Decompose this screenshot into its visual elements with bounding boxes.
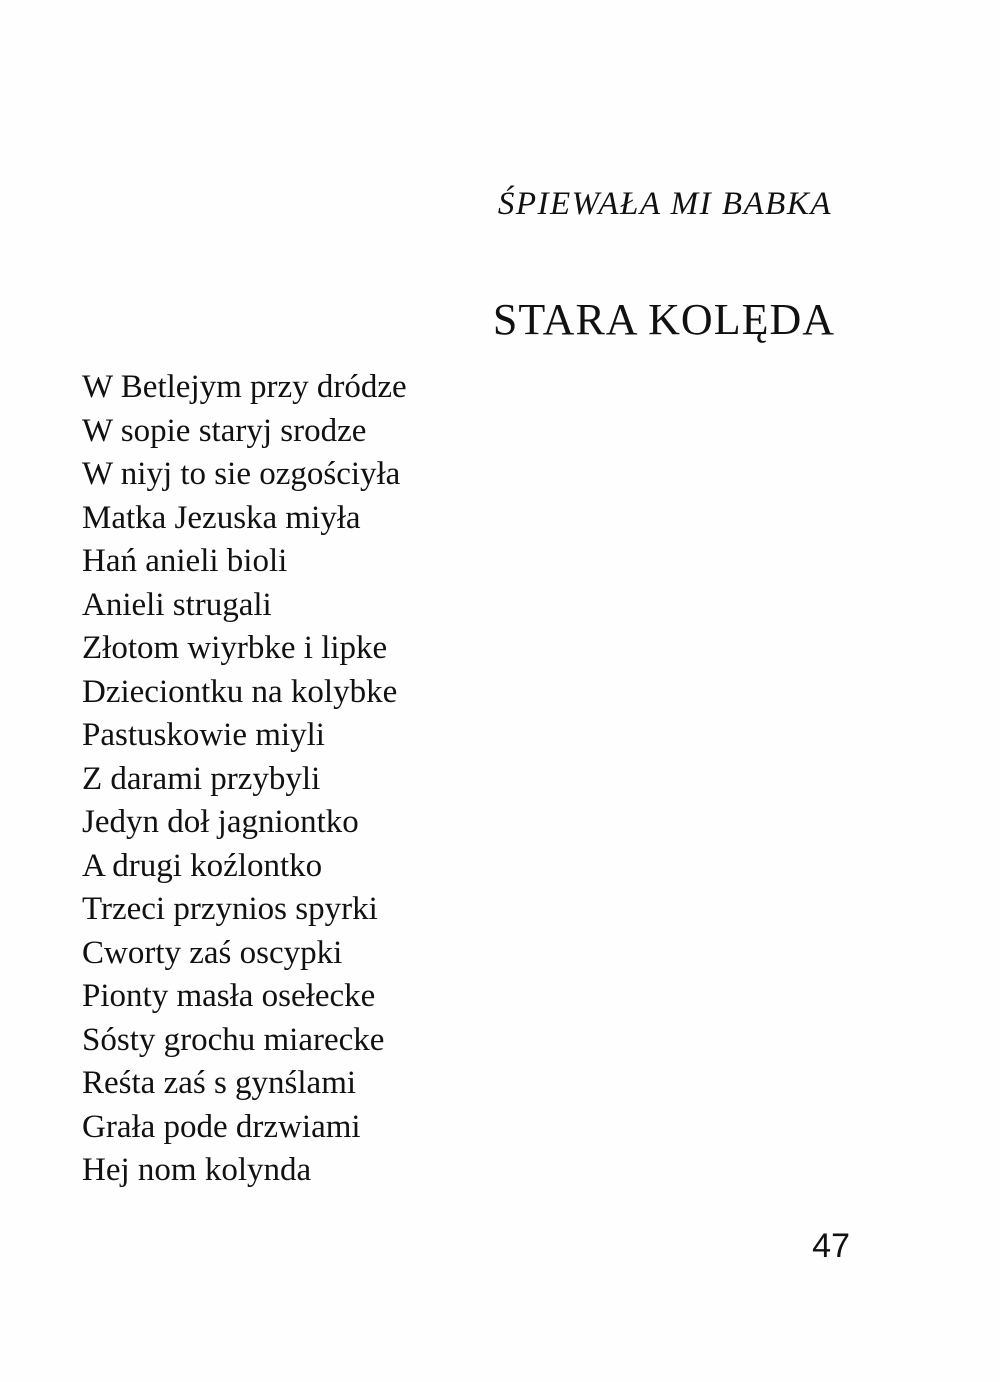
poem-line: Jedyn doł jagniontko (82, 804, 359, 840)
poem-line: Anieli strugali (82, 586, 272, 623)
section-title: ŚPIEWAŁA MI BABKA (497, 186, 832, 222)
poem-line: Pastuskowie miyli (82, 717, 325, 753)
poem-line: Matka Jezuska miyła (82, 499, 361, 536)
poem-line: Sósty grochu miarecke (82, 1021, 385, 1058)
poem-line: Reśta zaś s gynślami (82, 1065, 357, 1101)
poem-line: W niyj to sie ozgościyła (82, 456, 401, 492)
poem-line: Dzieciontku na kolybke (82, 673, 398, 710)
poem-line: W Betlejym przy dródze (82, 369, 407, 405)
poem-line: Z darami przybyli (82, 760, 321, 797)
poem-line: W sopie staryj srodze (82, 412, 367, 449)
poem-line: Hań anieli bioli (82, 543, 288, 579)
poem-line: Pionty masła osełecke (82, 978, 376, 1014)
poem-body (82, 366, 542, 1193)
poem-line: Trzeci przynios spyrki (82, 891, 378, 927)
poem-title: STARA KOLĘDA (492, 295, 835, 344)
poem-line: Złotom wiyrbke i lipke (82, 630, 388, 666)
poem-line: Hej nom kolynda (82, 1152, 312, 1188)
page-number: 47 (812, 1227, 850, 1265)
poem-line: A drugi koźlontko (82, 847, 323, 884)
poem-line: Cworty zaś oscypki (82, 934, 343, 971)
poem-line: Grała pode drzwiami (82, 1108, 361, 1145)
